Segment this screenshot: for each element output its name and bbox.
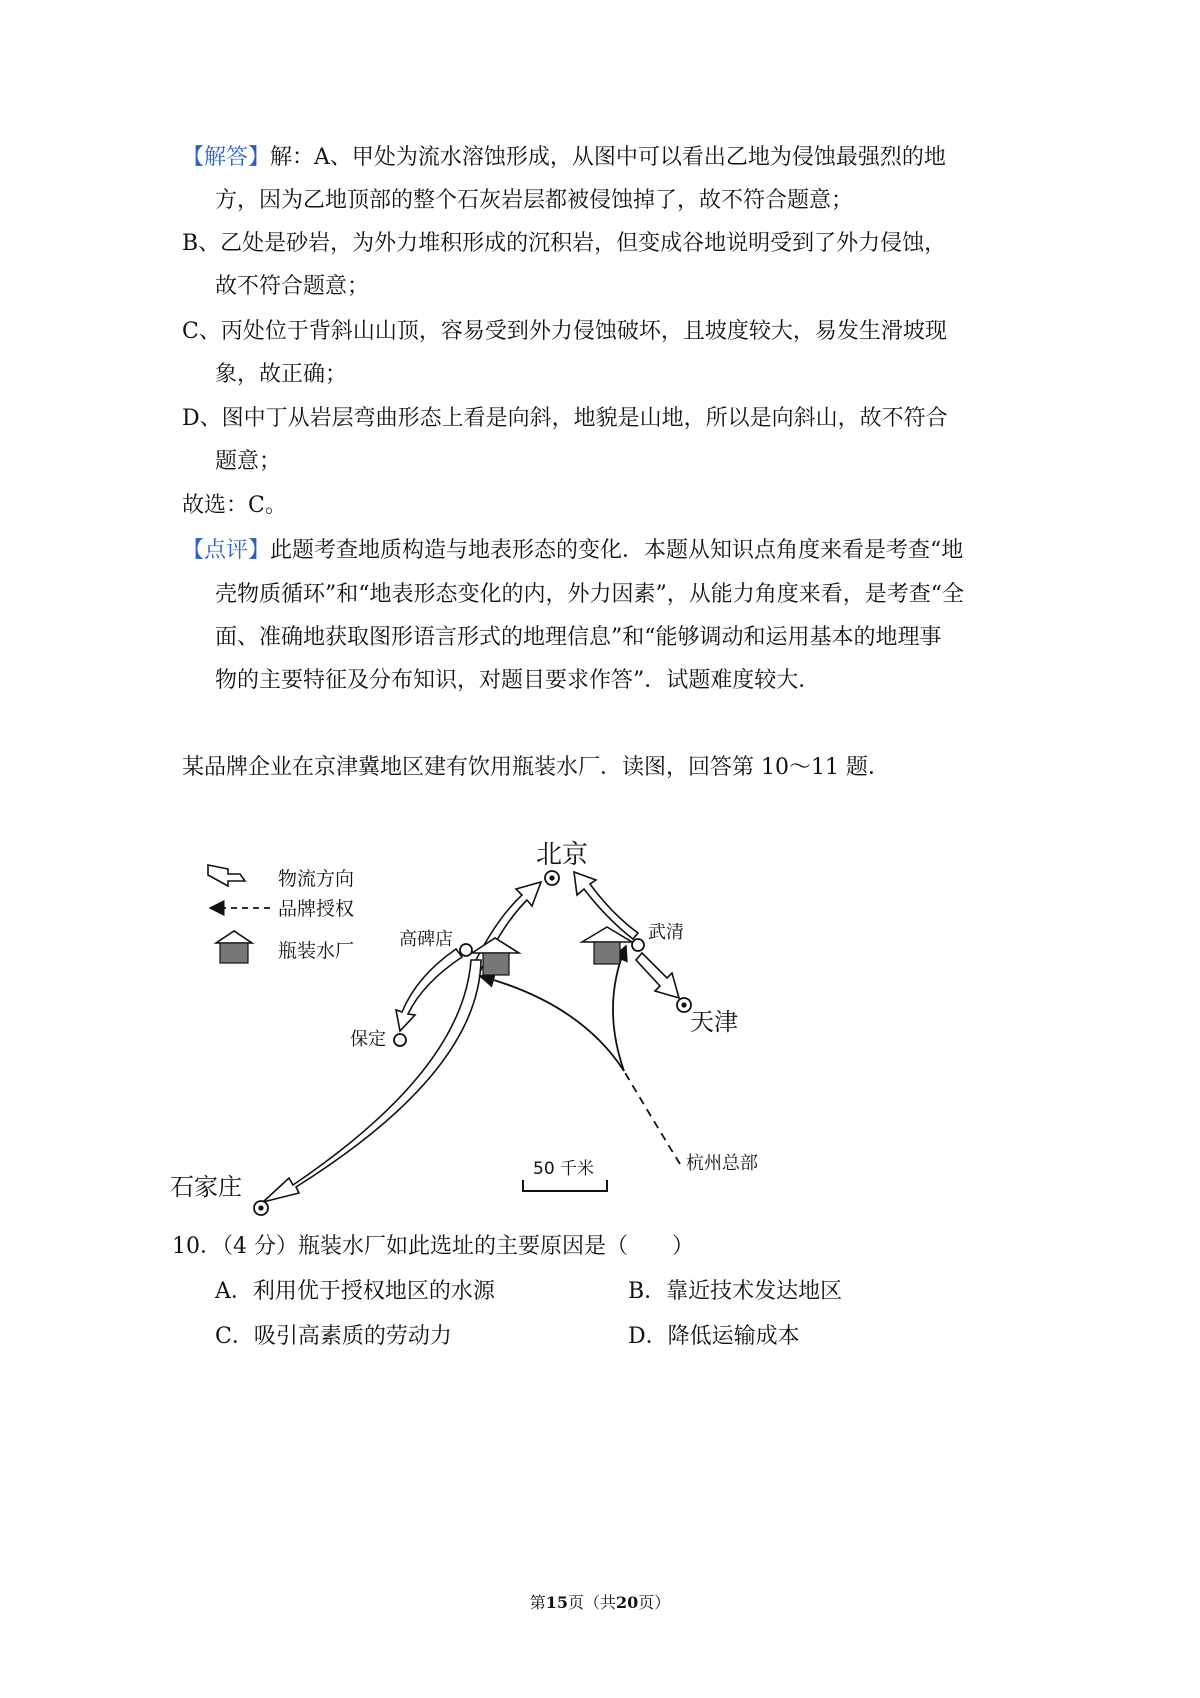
- answer-line-5: C、丙处位于背斜山山顶，容易受到外力侵蚀破坏，且坡度较大，易发生滑坡现: [182, 319, 947, 344]
- label-gaobeidian: 高碑店: [399, 929, 453, 950]
- option-d: D．降低运输成本: [628, 1324, 800, 1349]
- option-c: C．吸引高素质的劳动力: [215, 1324, 452, 1349]
- legend-logistics-label: 物流方向: [278, 868, 355, 890]
- answer-line-2: 方，因为乙地顶部的整个石灰岩层都被侵蚀掉了，故不符合题意；: [215, 188, 854, 213]
- comment-line-2: 壳物质循环”和“地表形态变化的内，外力因素”，从能力角度来看，是考查“全: [215, 582, 964, 607]
- answer-line-9: 故选：C。: [182, 493, 287, 518]
- page-footer: 第15页（共20页）: [529, 1593, 671, 1612]
- flow-arrow-wuqing-tianjin: [636, 953, 679, 998]
- baoding-circle-icon: [394, 1034, 406, 1046]
- legend-factory-icon: [216, 931, 252, 963]
- question-10-stem: 10．（4 分）瓶装水厂如此选址的主要原因是（ ）: [172, 1234, 694, 1259]
- shijiazhuang-bullseye-icon: [254, 1201, 268, 1215]
- label-hangzhou-hq: 杭州总部: [686, 1153, 758, 1174]
- label-tianjin: 天津: [690, 1008, 738, 1036]
- legend: [208, 865, 354, 963]
- answer-line-8: 题意；: [215, 449, 282, 474]
- answer-line-1: 【解答】解：A、甲处为流水溶蚀形成，从图中可以看出乙地为侵蚀最强烈的地: [182, 145, 946, 170]
- option-b: B．靠近技术发达地区: [628, 1279, 843, 1304]
- answer-tag: 【解答】: [182, 145, 271, 170]
- comment-line-3: 面、准确地获取图形语言形式的地理信息”和“能够调动和运用基本的地理事: [215, 625, 942, 650]
- scale-label: 50 千米: [533, 1159, 595, 1179]
- label-beijing: 北京: [536, 840, 589, 870]
- gaobeidian-circle-icon: [460, 944, 472, 956]
- wuqing-circle-icon: [632, 939, 644, 951]
- legend-factory-label: 瓶装水厂: [278, 940, 355, 962]
- answer-line-3: B、乙处是砂岩，为外力堆积形成的沉积岩，但变成谷地说明受到了外力侵蚀，: [182, 231, 947, 256]
- answer-line-4: 故不符合题意；: [215, 274, 370, 299]
- license-line-hq: [624, 1071, 680, 1164]
- scale-bar: [523, 1180, 607, 1191]
- legend-logistics-arrow-icon: [208, 865, 245, 886]
- flow-arrow-gaobeidian-shijiazhuang: [263, 960, 481, 1202]
- comment-tag: 【点评】: [182, 538, 271, 563]
- license-arrow-gaobeidian: [480, 976, 624, 1071]
- beijing-bullseye-icon: [545, 871, 559, 885]
- answer-line-6: 象，故正确；: [215, 362, 348, 387]
- label-shijiazhuang: 石家庄: [170, 1173, 242, 1201]
- label-wuqing: 武清: [648, 922, 684, 943]
- comment-line-1: 【点评】此题考查地质构造与地表形态的变化．本题从知识点角度来看是考查“地: [182, 538, 964, 563]
- option-a: A．利用优于授权地区的水源: [215, 1279, 495, 1304]
- question-intro: 某品牌企业在京津冀地区建有饮用瓶装水厂．读图，回答第 10～11 题．: [182, 755, 890, 780]
- answer-line-7: D、图中丁从岩层弯曲形态上看是向斜，地貌是山地，所以是向斜山，故不符合: [182, 406, 948, 431]
- tianjin-bullseye-icon: [677, 998, 691, 1012]
- flow-arrow-gaobeidian-baoding: [396, 949, 462, 1031]
- comment-line-4: 物的主要特征及分布知识，对题目要求作答”．试题难度较大．: [215, 668, 821, 693]
- label-baoding: 保定: [350, 1029, 386, 1050]
- license-arrow-wuqing: [613, 946, 626, 1071]
- page-number: 15: [545, 1593, 568, 1612]
- legend-license-label: 品牌授权: [278, 898, 355, 920]
- page-total: 20: [616, 1593, 639, 1612]
